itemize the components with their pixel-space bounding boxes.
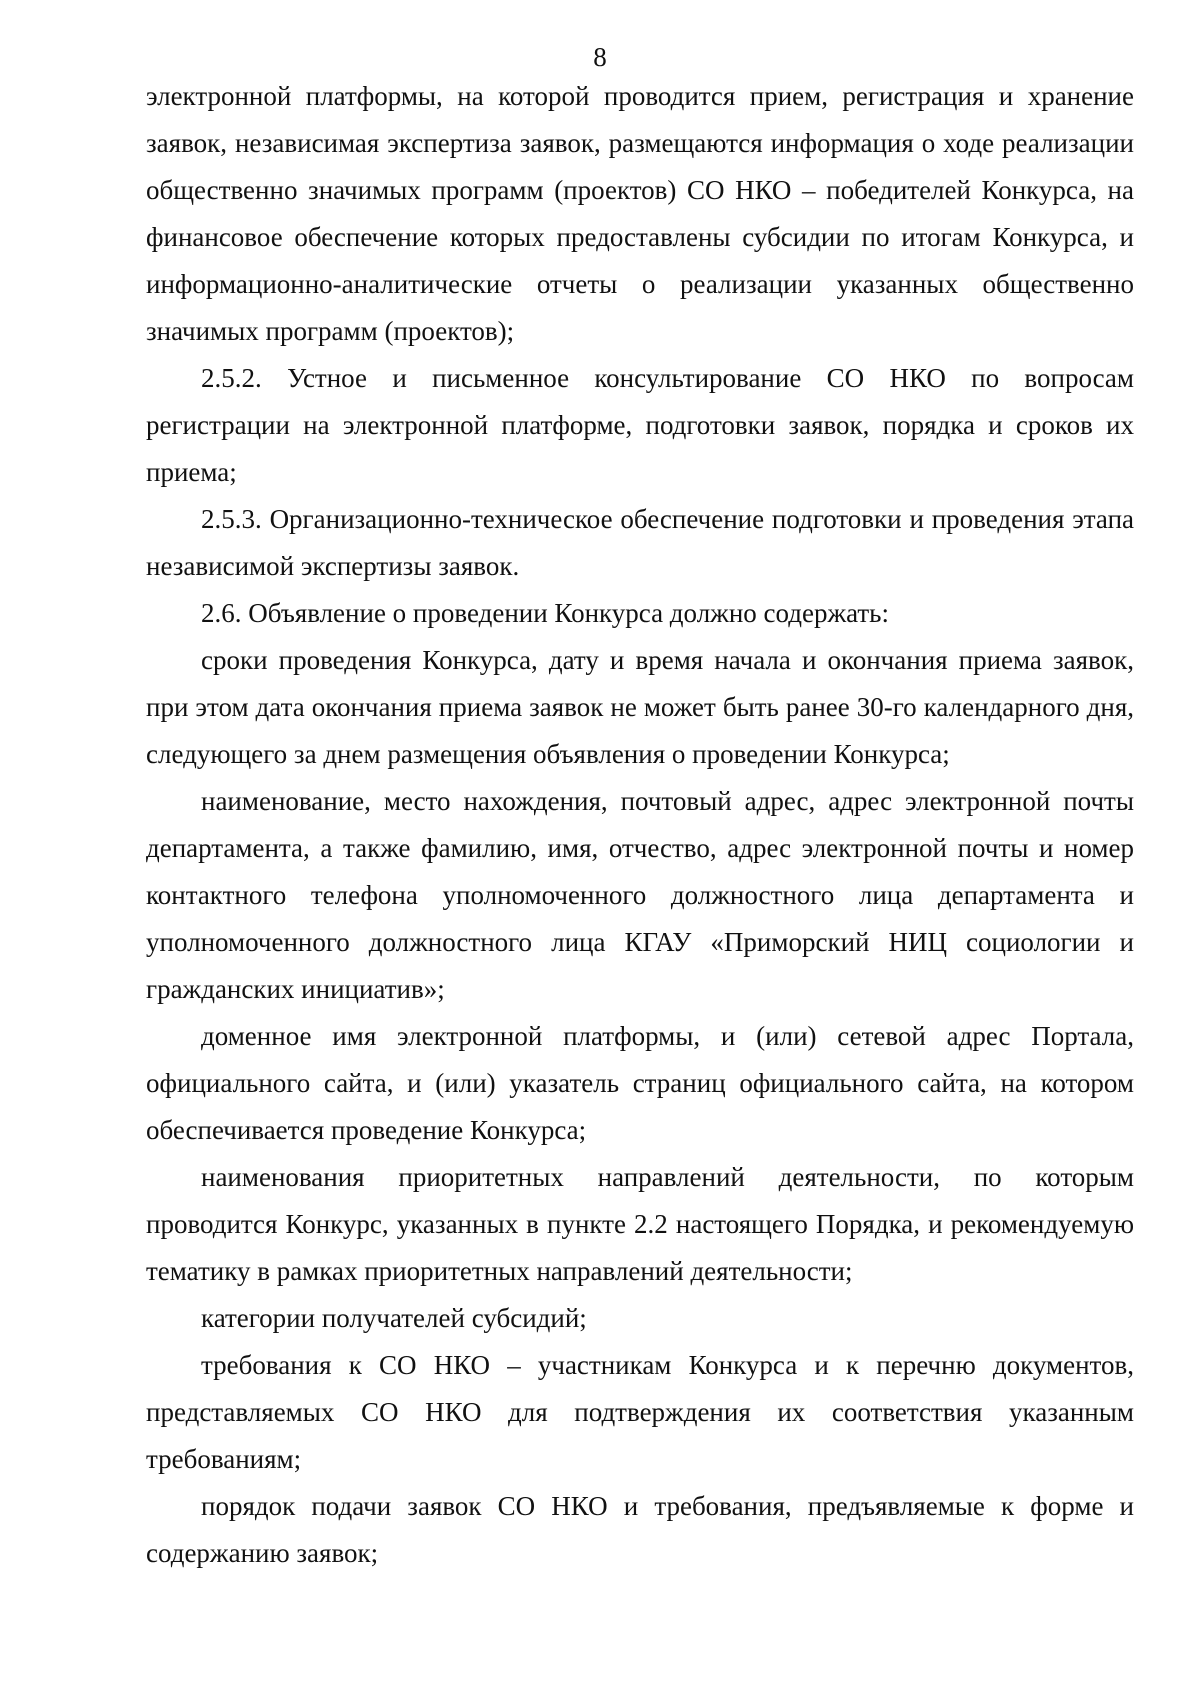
list-item-deadlines: сроки проведения Конкурса, дату и время начала и окончания приема заявок, при этом дата окончания приема заявок не может быть ранее 30-го календарного дня, следующего за днем размещения объявления о проведении Конкурса;: [146, 645, 1134, 769]
list-item-requirements: требования к СО НКО – участникам Конкурса и к перечню документов, представляемых СО НКО для подтверждения их соответствия указанным требованиям;: [146, 1350, 1134, 1474]
page-number: 8: [593, 42, 607, 72]
document-body: [146, 73, 1134, 1577]
paragraph-continuation: электронной платформы, на которой проводится прием, регистрация и хранение заявок, независимая экспертиза заявок, размещаются информация о ходе реализации общественно значимых программ (проектов) СО НКО – победителей Конкурса, на финансовое обеспечение которых предоставлены субсидии по итогам Конкурса, и информационно-аналитические отчеты о реализации указанных общественно значимых программ (проектов);: [146, 81, 1134, 346]
paragraph-2-6: 2.6. Объявление о проведении Конкурса должно содержать:: [201, 598, 889, 628]
paragraph-2-5-3: 2.5.3. Организационно-техническое обеспечение подготовки и проведения этапа независимой экспертизы заявок.: [146, 504, 1134, 581]
list-item-priorities: наименования приоритетных направлений деятельности, по которым проводится Конкурс, указанных в пункте 2.2 настоящего Порядка, и рекомендуемую тематику в рамках приоритетных направлений деятельности;: [146, 1162, 1134, 1286]
list-item-categories: категории получателей субсидий;: [201, 1303, 587, 1333]
paragraph-2-5-2: 2.5.2. Устное и письменное консультирование СО НКО по вопросам регистрации на электронной платформе, подготовки заявок, порядка и сроков их приема;: [146, 363, 1134, 487]
list-item-domain: доменное имя электронной платформы, и (или) сетевой адрес Портала, официального сайта, и (или) указатель страниц официального сайта, на котором обеспечивается проведение Конкурса;: [146, 1021, 1134, 1145]
list-item-contacts: наименование, место нахождения, почтовый адрес, адрес электронной почты департамента, а также фамилию, имя, отчество, адрес электронной почты и номер контактного телефона уполномоченного должностного лица департамента и уполномоченного должностного лица КГАУ «Приморский НИЦ социологии и гражданских инициатив»;: [146, 786, 1134, 1004]
list-item-submission: порядок подачи заявок СО НКО и требования, предъявляемые к форме и содержанию заявок;: [146, 1491, 1134, 1568]
